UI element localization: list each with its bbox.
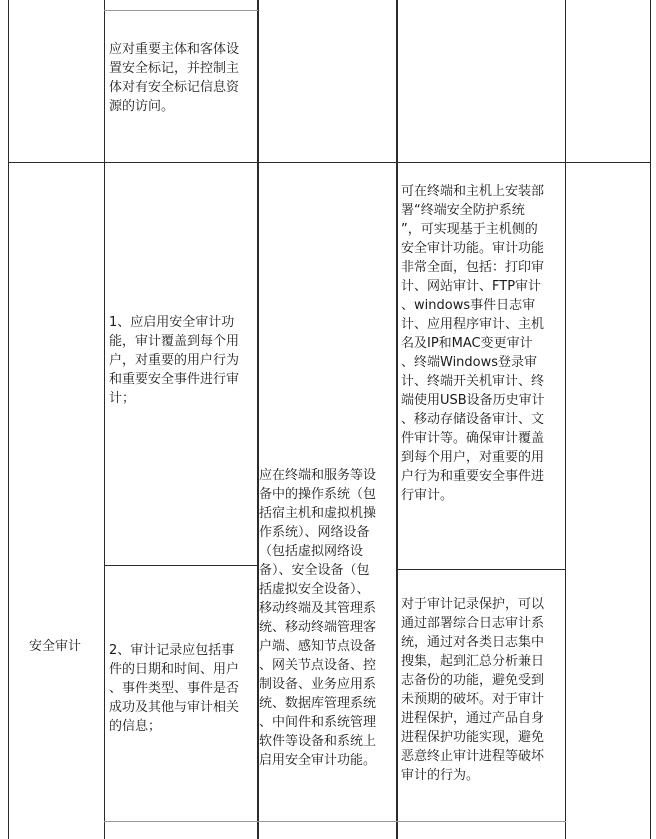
row-divider-top [104,10,258,11]
row-divider-bottom [104,821,566,822]
requirement-cell: 1、应启用安全审计功 能，审计覆盖到每个用 户，对重要的用户行为 和重要安全事件进行审 计； [109,315,240,406]
requirement-cell: 应对重要主体和客体设 置安全标记，并控制主 体对有安全标记信息资 源的访问。 [109,42,240,114]
suggestion-cell: 可在终端和主机上安装部 署“终端安全防护系统 ”，可实现基于主机侧的 安全审计功能。审计功能 非常全面，包括：打印审 计、网站审计、FTP审计 、windows事件日志审 计、应用程序审计、主机 名及IP和MAC变更审计 、终端Windows登录审 计、终端开关机审计、终 端使用USB设备历史审计 、移动存储设备审计、文 件审计等。确保审计覆盖 到每个用户，对重要的用 户行为和重要安全事件进 行审计。 [401,184,545,503]
row-divider-sug [396,569,566,570]
suggestion-cell: 对于审计记录保护，可以 通过部署综合日志审计系 统，通过对各类日志集中 搜集，起到汇总分析兼日 志备份的功能，避免受到 未预期的破坏。对于审计 进程保护，通过产品自身 进程保护功能实现，避免 恶意终止审计进程等破坏 审计的行为。 [401,597,545,783]
col-divider-3 [396,0,398,839]
col-divider-1 [104,0,105,839]
table-border-left [8,0,9,839]
category-cell: 安全审计 [28,639,81,654]
measure-cell: 应在终端和服务等设 备中的操作系统（包 括宿主机和虚拟机操 作系统）、网络设备 （包括虚拟网络设 备）、安全设备（包 括虚拟安全设备）、 移动终端及其管理系 统、移动终端管理客 户端、感知节点设备 、网关节点设备、控 制设备、业务应用系 统、数据库管理系统 、中间件和系统管理 软件等设备和系统上 启用安全审计功能。 [259,468,377,768]
requirement-cell: 2、审计记录应包括事 件的日期和时间、用户 、事件类型、事件是否 成功及其他与审计相关 的信息； [109,643,240,734]
table-border-right [650,0,651,839]
row-divider-req1 [104,565,258,566]
row-divider-main [8,162,651,163]
col-divider-4 [565,0,566,839]
